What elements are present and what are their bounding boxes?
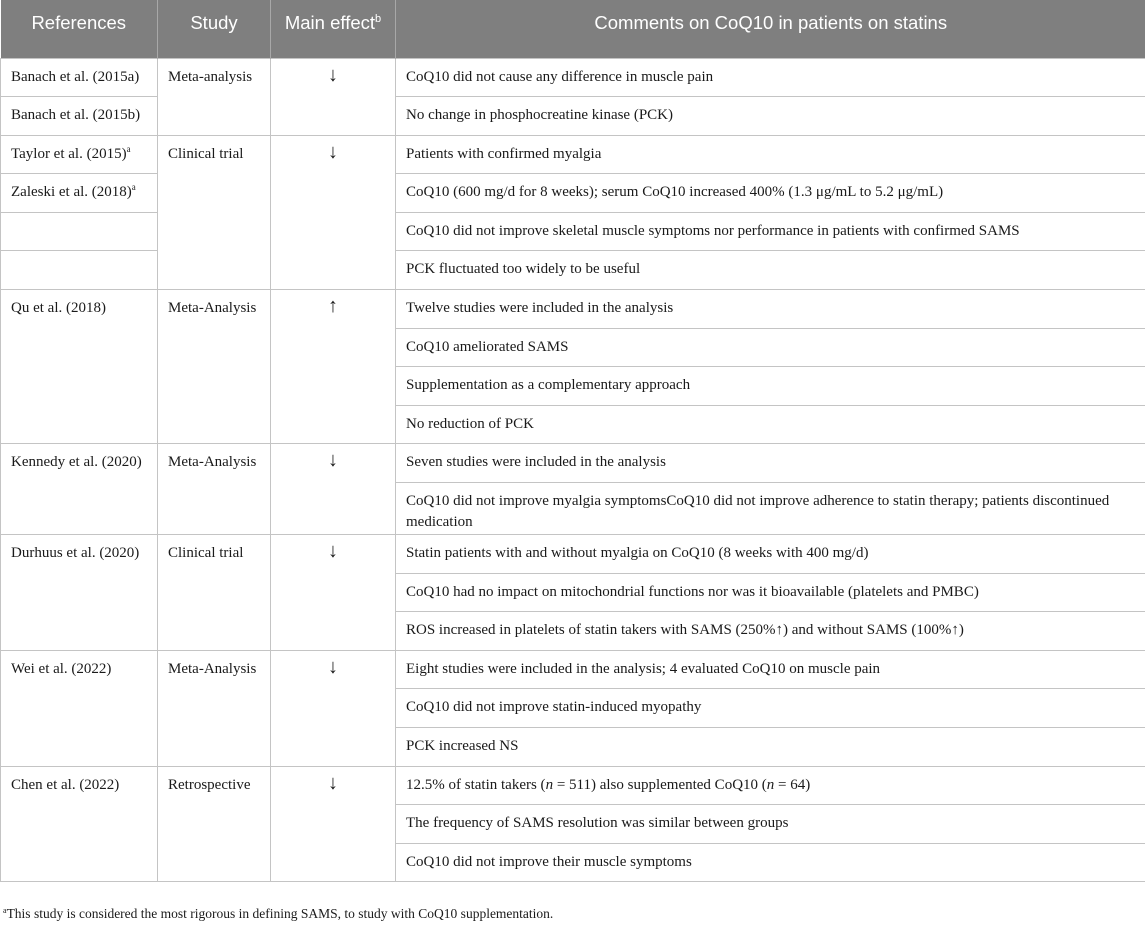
comment-cell [396, 766, 1145, 805]
comment-cell [396, 135, 1145, 174]
comment-text: = 64) [774, 776, 811, 793]
comment-cell [396, 444, 1145, 483]
study-text: Clinical trial [168, 145, 244, 162]
table-row [1, 444, 1145, 483]
study-text: Meta-Analysis [168, 660, 257, 677]
comment-cell [396, 689, 1145, 728]
effect-arrow: ↓ [328, 540, 338, 563]
reference-text: Durhuus et al. (2020) [11, 545, 140, 562]
comment-text: Seven studies were included in the analysis [406, 454, 666, 471]
table-row [1, 290, 1145, 329]
comment-text: CoQ10 did not improve myalgia symptomsCoQ10 did not improve adherence to statin therapy; patients discontinued medication [406, 493, 1110, 531]
table-footnote [3, 906, 553, 922]
table-body [1, 58, 1145, 882]
comment-cell [396, 174, 1145, 213]
effect-arrow: ↓ [328, 140, 338, 163]
main-effect-cell [271, 135, 396, 289]
table-row [1, 766, 1145, 805]
reference-text: Wei et al. (2022) [11, 660, 112, 677]
comment-cell [396, 805, 1145, 844]
header-references [1, 0, 158, 58]
main-effect-cell [271, 58, 396, 135]
study-text: Meta-analysis [168, 68, 253, 85]
table-row [1, 535, 1145, 574]
header-main-effect-footnote-marker: b [375, 13, 382, 25]
comment-italic-n: n [545, 776, 554, 793]
table-row [1, 58, 1145, 97]
reference-cell [1, 535, 158, 651]
comment-text: Patients with confirmed myalgia [406, 145, 602, 162]
footnote-text: This study is considered the most rigorous in defining SAMS, to study with CoQ10 supplementation. [6, 906, 554, 921]
comment-text: CoQ10 did not improve skeletal muscle symptoms nor performance in patients with confirmed SAMS [406, 222, 1020, 239]
effect-arrow: ↓ [328, 771, 338, 794]
comment-text: CoQ10 had no impact on mitochondrial functions nor was it bioavailable (platelets and PMBC) [406, 583, 979, 600]
comment-text: = 511) also supplemented CoQ10 ( [553, 776, 767, 793]
comment-text: Eight studies were included in the analysis; 4 evaluated CoQ10 on muscle pain [406, 660, 881, 677]
footnote-marker: a [3, 906, 7, 915]
header-study [158, 0, 271, 58]
main-effect-cell [271, 650, 396, 766]
reference-cell [1, 174, 158, 213]
main-effect-cell [271, 290, 396, 444]
study-cell [158, 135, 271, 289]
header-main-effect-label: Main effect [284, 12, 376, 33]
table-row [1, 135, 1145, 174]
study-text: Clinical trial [168, 545, 244, 562]
comment-text: CoQ10 did not improve statin-induced myopathy [406, 699, 702, 716]
study-text: Retrospective [168, 776, 251, 793]
table-header [1, 0, 1145, 58]
study-cell [158, 58, 271, 135]
header-references-label: References [31, 12, 127, 33]
comment-italic-n: n [766, 776, 775, 793]
comment-text: No reduction of PCK [406, 415, 534, 432]
effect-arrow: ↓ [328, 449, 338, 472]
reference-cell [1, 135, 158, 174]
comment-cell [396, 483, 1145, 535]
comment-cell [396, 843, 1145, 882]
comment-text: Twelve studies were included in the analysis [406, 300, 674, 317]
comment-cell [396, 728, 1145, 767]
comment-cell [396, 573, 1145, 612]
study-text: Meta-Analysis [168, 454, 257, 471]
reference-footnote-marker: a [126, 143, 131, 154]
comment-cell [396, 367, 1145, 406]
study-cell [158, 766, 271, 882]
reference-text: Banach et al. (2015a) [11, 68, 140, 85]
comment-cell [396, 290, 1145, 329]
study-text: Meta-Analysis [168, 300, 257, 317]
effect-arrow: ↓ [328, 63, 338, 86]
reference-text: Taylor et al. (2015) [11, 145, 127, 162]
main-effect-cell [271, 766, 396, 882]
comment-text: CoQ10 ameliorated SAMS [406, 338, 569, 355]
comment-cell [396, 328, 1145, 367]
main-effect-cell [271, 444, 396, 535]
reference-text: Zaleski et al. (2018) [11, 184, 132, 201]
reference-cell-empty [1, 251, 158, 290]
comment-text: CoQ10 (600 mg/d for 8 weeks); serum CoQ10 increased 400% (1.3 μg/mL to 5.2 μg/mL) [406, 184, 944, 201]
study-cell [158, 650, 271, 766]
reference-cell-empty [1, 212, 158, 251]
reference-footnote-marker: a [131, 182, 136, 193]
comment-cell [396, 212, 1145, 251]
comment-text: No change in phosphocreatine kinase (PCK) [406, 107, 674, 124]
main-effect-cell [271, 535, 396, 651]
study-cell [158, 444, 271, 535]
comment-text: CoQ10 did not improve their muscle symptoms [406, 853, 692, 870]
comment-text: PCK increased NS [406, 738, 519, 754]
comment-text: Statin patients with and without myalgia on CoQ10 (8 weeks with 400 mg/d) [406, 545, 869, 562]
comment-text: CoQ10 did not cause any difference in muscle pain [406, 68, 714, 85]
comment-cell [396, 535, 1145, 574]
table-row [1, 650, 1145, 689]
reference-cell [1, 444, 158, 535]
comment-cell [396, 650, 1145, 689]
effect-arrow: ↓ [328, 655, 338, 678]
comment-cell [396, 251, 1145, 290]
header-comments [396, 0, 1145, 58]
comment-cell [396, 97, 1145, 136]
comment-text: The frequency of SAMS resolution was similar between groups [406, 815, 789, 832]
reference-text: Kennedy et al. (2020) [11, 454, 142, 471]
comment-text: Supplementation as a complementary approach [406, 377, 691, 394]
comment-cell [396, 612, 1145, 651]
comment-text: PCK fluctuated too widely to be useful [406, 261, 641, 278]
reference-text: Banach et al. (2015b) [11, 107, 141, 124]
comment-text: ROS increased in platelets of statin takers with SAMS (250%↑) and without SAMS (100%↑) [406, 622, 964, 639]
reference-cell [1, 290, 158, 444]
reference-cell [1, 650, 158, 766]
study-cell [158, 535, 271, 651]
header-main-effect [271, 0, 396, 58]
effect-arrow: ↑ [328, 295, 338, 318]
comment-cell [396, 405, 1145, 444]
reference-cell [1, 766, 158, 882]
comment-text: 12.5% of statin takers ( [406, 776, 546, 793]
comment-cell [396, 58, 1145, 97]
header-study-label: Study [190, 12, 238, 33]
reference-text: Qu et al. (2018) [11, 300, 106, 317]
reference-cell [1, 58, 158, 97]
header-comments-label: Comments on CoQ10 in patients on statins [594, 12, 948, 33]
reference-text: Chen et al. (2022) [11, 776, 120, 793]
reference-cell [1, 97, 158, 136]
study-cell [158, 290, 271, 444]
